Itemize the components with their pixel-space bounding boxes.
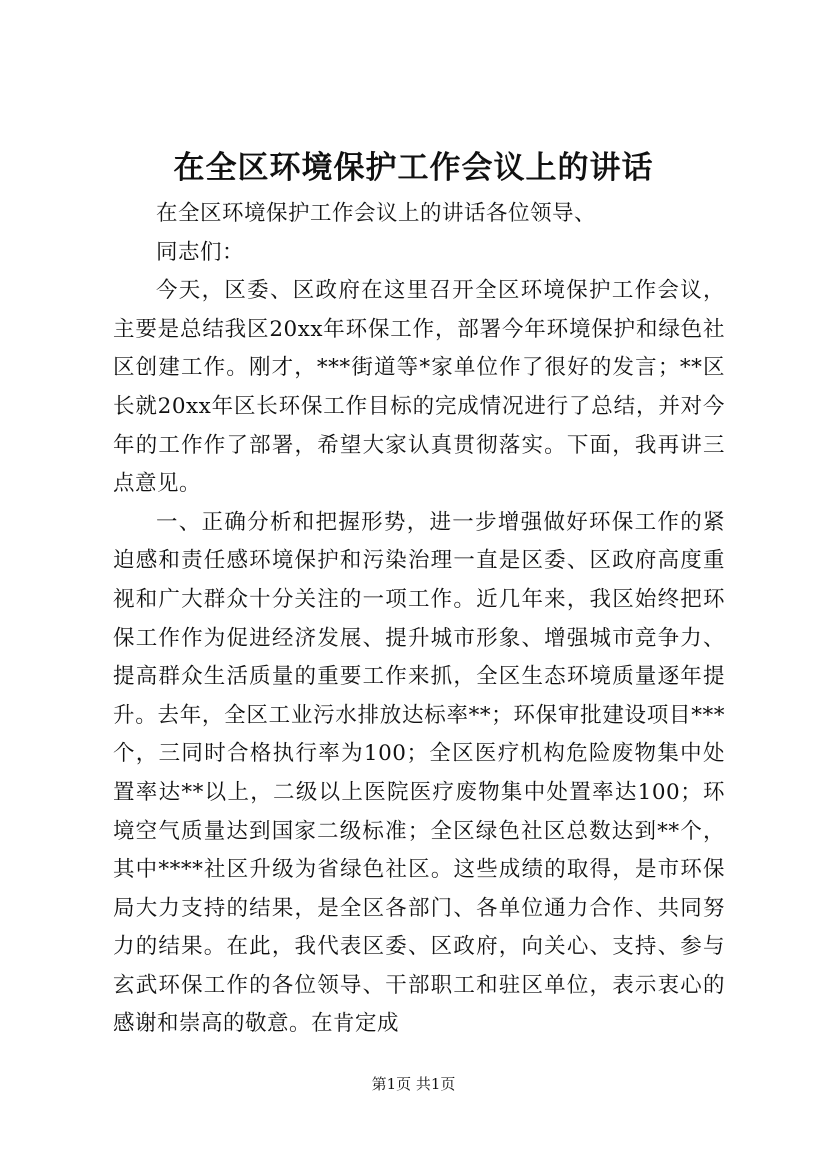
paragraph-opening: 在全区环境保护工作会议上的讲话各位领导、 [156, 201, 597, 226]
page-footer: 第1页 共1页 [371, 1075, 456, 1093]
paragraph-section-one: 一、正确分析和把握形势，进一步增强做好环保工作的紧迫感和责任感环境保护和污染治理一直是区委、区政府高度重视和广大群众十分关注的一项工作。近几年来，我区始终把环保工作作为促进经济发展、提升城市形象、增强城市竞争力、提高群众生活质量的重要工作来抓，全区生态环境质量逐年提升。去年，全区工业污水排放达标率**；环保审批建设项目***个，三同时合格执行率为100；全区医疗机构危险废物集中处置率达**以上，二级以上医院医疗废物集中处置率达100；环境空气质量达到国家二级标准；全区绿色社区总数达到**个，其中****社区升级为省绿色社区。这些成绩的取得，是市环保局大力支持的结果，是全区各部门、各单位通力合作、共同努力的结果。在此，我代表区委、区政府，向关心、支持、参与玄武环保工作的各位领导、干部职工和驻区单位，表示衷心的感谢和崇高的敬意。在肯定成 [113, 509, 725, 1037]
document-body [113, 195, 725, 1044]
paragraph-salutation: 同志们： [156, 239, 245, 265]
paragraph-introduction: 今天，区委、区政府在这里召开全区环境保护工作会议，主要是总结我区20xx年环保工作，部署今年环境保护和绿色社区创建工作。刚才，***街道等*家单位作了很好的发言；**区长就20xx年区长环保工作目标的完成情况进行了总结，并对今年的工作作了部署，希望大家认真贯彻落实。下面，我再讲三点意见。 [113, 278, 725, 497]
document-title: 在全区环境保护工作会议上的讲话 [173, 150, 654, 186]
